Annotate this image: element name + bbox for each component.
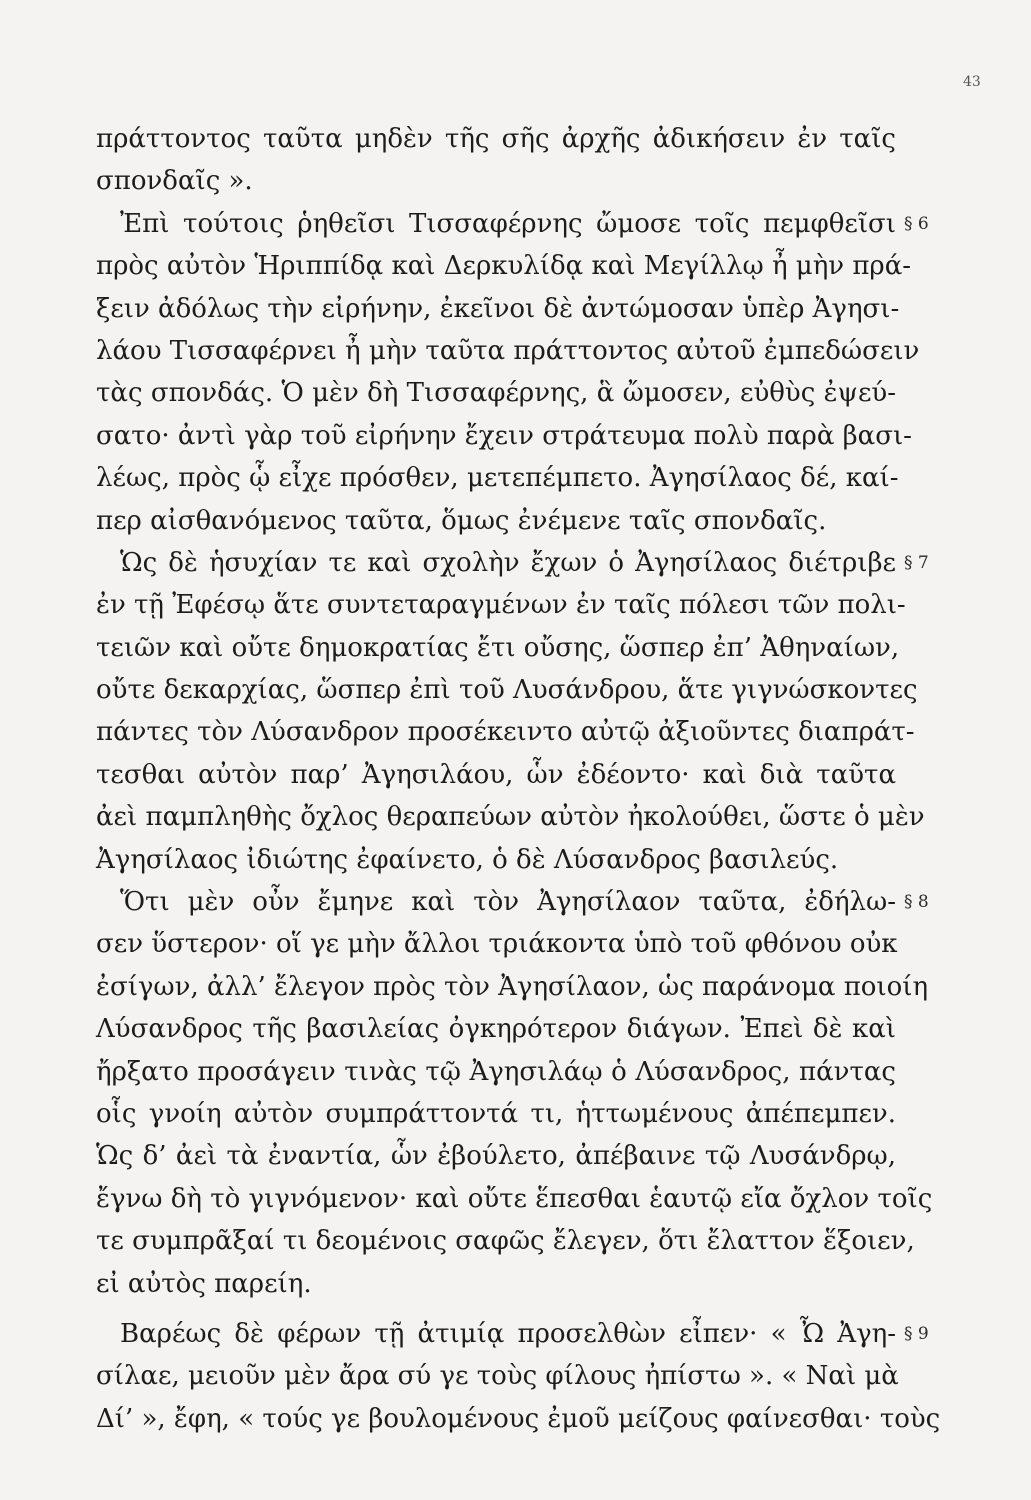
body-text: [96, 118, 941, 1440]
section-marker: § 9: [904, 1324, 929, 1344]
text-line: ἤρξατο προσάγειν τινὰς τῷ Ἀγησιλάῳ ὁ Λύσανδρος, πάντας: [96, 1056, 896, 1087]
text-line: περ αἰσθανόμενος ταῦτα, ὅμως ἐνέμενε ταῖς σπονδαῖς.: [96, 505, 827, 536]
text-line: πάντες τὸν Λύσανδρον προσέκειντο αὐτῷ ἀξιοῦντες διαπράτ-: [96, 717, 915, 748]
text-line: σπονδαῖς ».: [96, 166, 253, 197]
text-line: οὔτε δεκαρχίας, ὥσπερ ἐπὶ τοῦ Λυσάνδρου, ἅτε γιγνώσκοντες: [96, 675, 918, 706]
text-line: τειῶν καὶ οὔτε δημοκρατίας ἔτι οὔσης, ὥσπερ ἐπ’ Ἀθηναίων,: [96, 632, 900, 663]
text-line: Βαρέως δὲ φέρων τῇ ἀτιμίᾳ προσελθὼν εἶπεν· « Ὦ Ἀγη-: [120, 1318, 896, 1349]
text-line: ξειν ἀδόλως τὴν εἰρήνην, ἐκεῖνοι δὲ ἀντώμοσαν ὑπὲρ Ἀγησι-: [96, 293, 900, 324]
page-number: 43: [963, 74, 981, 90]
text-line: λέως, πρὸς ᾧ εἶχε πρόσθεν, μετεπέμπετο. Ἀγησίλαος δέ, καί-: [96, 463, 899, 494]
section-marker: § 8: [904, 892, 929, 912]
section-marker: § 7: [904, 553, 929, 573]
text-line: Ἀγησίλαος ἰδιώτης ἐφαίνετο, ὁ δὲ Λύσανδρος βασιλεύς.: [96, 844, 839, 875]
text-line: Λύσανδρος τῆς βασιλείας ὀγκηρότερον διάγων. Ἐπεὶ δὲ καὶ: [96, 1014, 896, 1045]
text-line: σατο· ἀντὶ γὰρ τοῦ εἰρήνην ἔχειν στράτευμα πολὺ παρὰ βασι-: [96, 420, 912, 451]
text-line: τε συμπρᾶξαί τι δεομένοις σαφῶς ἔλεγεν, ὅτι ἔλαττον ἕξοιεν,: [96, 1226, 915, 1257]
text-line: πρὸς αὐτὸν Ἡριππίδᾳ καὶ Δερκυλίδᾳ καὶ Μεγίλλῳ ἦ μὴν πρά-: [96, 251, 912, 282]
text-line: τὰς σπονδάς. Ὁ μὲν δὴ Τισσαφέρνης, ἃ ὤμοσεν, εὐθὺς ἐψεύ-: [96, 378, 896, 409]
text-line: τεσθαι αὐτὸν παρ’ Ἀγησιλάου, ὧν ἐδέοντο· καὶ διὰ ταῦτα: [96, 759, 896, 790]
text-line: πράττοντος ταῦτα μηδὲν τῆς σῆς ἀρχῆς ἀδικήσειν ἐν ταῖς: [96, 124, 896, 154]
section-marker: § 6: [904, 214, 929, 234]
text-line: ἀεὶ παμπληθὴς ὄχλος θεραπεύων αὐτὸν ἠκολούθει, ὥστε ὁ μὲν: [96, 802, 925, 833]
text-line: ἔγνω δὴ τὸ γιγνόμενον· καὶ οὔτε ἕπεσθαι ἑαυτῷ εἴα ὄχλον τοῖς: [96, 1183, 933, 1214]
text-line: σεν ὕστερον· οἵ γε μὴν ἄλλοι τριάκοντα ὑπὸ τοῦ φθόνου οὐκ: [96, 929, 898, 960]
text-line: σίλαε, μειοῦν μὲν ἄρα σύ γε τοὺς φίλους ἠπίστω ». « Ναὶ μὰ: [96, 1361, 899, 1392]
text-line: Ὡς δ’ ἀεὶ τὰ ἐναντία, ὧν ἐβούλετο, ἀπέβαινε τῷ Λυσάνδρῳ,: [96, 1141, 896, 1172]
text-line: λάου Τισσαφέρνει ἦ μὴν ταῦτα πράττοντος αὐτοῦ ἐμπεδώσειν: [96, 335, 920, 366]
text-line: ἐσίγων, ἀλλ’ ἔλεγον πρὸς τὸν Ἀγησίλαον, ὡς παράνομα ποιοίη: [96, 971, 929, 1002]
text-line: εἰ αὐτὸς παρείη.: [96, 1268, 312, 1299]
text-line: Ἐπὶ τούτοις ῥηθεῖσι Τισσαφέρνης ὤμοσε τοῖς πεμφθεῖσι: [120, 208, 896, 239]
text-line: Ὡς δὲ ἡσυχίαν τε καὶ σχολὴν ἔχων ὁ Ἀγησίλαος διέτριβε: [120, 547, 896, 578]
text-line: οἷς γνοίη αὐτὸν συμπράττοντά τι, ἡττωμένους ἀπέπεμπεν.: [96, 1098, 896, 1129]
text-line: ἐν τῇ Ἐφέσῳ ἅτε συντεταραγμένων ἐν ταῖς πόλεσι τῶν πολι-: [96, 590, 906, 621]
text-line: Δί’ », ἔφη, « τούς γε βουλομένους ἐμοῦ μείζους φαίνεσθαι· τοὺς: [96, 1403, 941, 1434]
text-line: Ὅτι μὲν οὖν ἔμηνε καὶ τὸν Ἀγησίλαον ταῦτα, ἐδήλω-: [120, 887, 896, 918]
